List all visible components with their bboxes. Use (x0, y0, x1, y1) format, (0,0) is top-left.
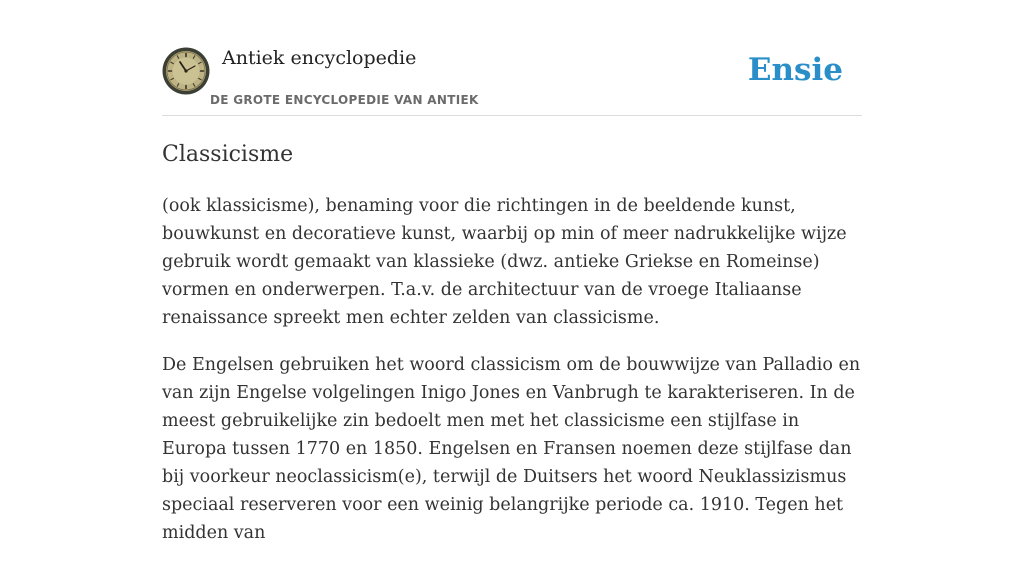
page (162, 0, 862, 543)
ensie-brand-link[interactable]: Ensie (747, 52, 843, 88)
site-header (162, 0, 862, 116)
site-name[interactable]: Antiek encyclopedie (222, 47, 417, 69)
article-paragraph: De Engelsen gebruiken het woord classicism om de bouwwijze van Palladio en van zijn Engelse volgelingen Inigo Jones en Vanbrugh te karakteriseren. In de meest gebruikelijke zin bedoelt men met het classicisme een stijlfase in Europa tussen 1770 en 1850. Engelsen en Fransen noemen deze stijlfase dan bij voorkeur neoclassicism(e), terwijl de Duitsers het woord Neuklassizismus speciaal reserveren voor een weinig belangrijke periode ca. 1910. Tegen het midden van (162, 355, 861, 543)
clock-face-icon[interactable] (162, 47, 210, 95)
article-body (162, 192, 862, 566)
article-paragraph: (ook klassicisme), benaming voor die richtingen in de beeldende kunst, bouwkunst en decoratieve kunst, waarbij op min of meer nadrukkelijke wijze gebruik wordt gemaakt van klassieke (dwz. antieke Griekse en Romeinse) vormen en onderwerpen. T.a.v. de architectuur van de vroege Italiaanse renaissance spreekt men echter zelden van classicisme. (162, 196, 847, 328)
article-title: Classicisme (162, 142, 294, 167)
site-tagline: DE GROTE ENCYCLOPEDIE VAN ANTIEK (210, 93, 479, 107)
